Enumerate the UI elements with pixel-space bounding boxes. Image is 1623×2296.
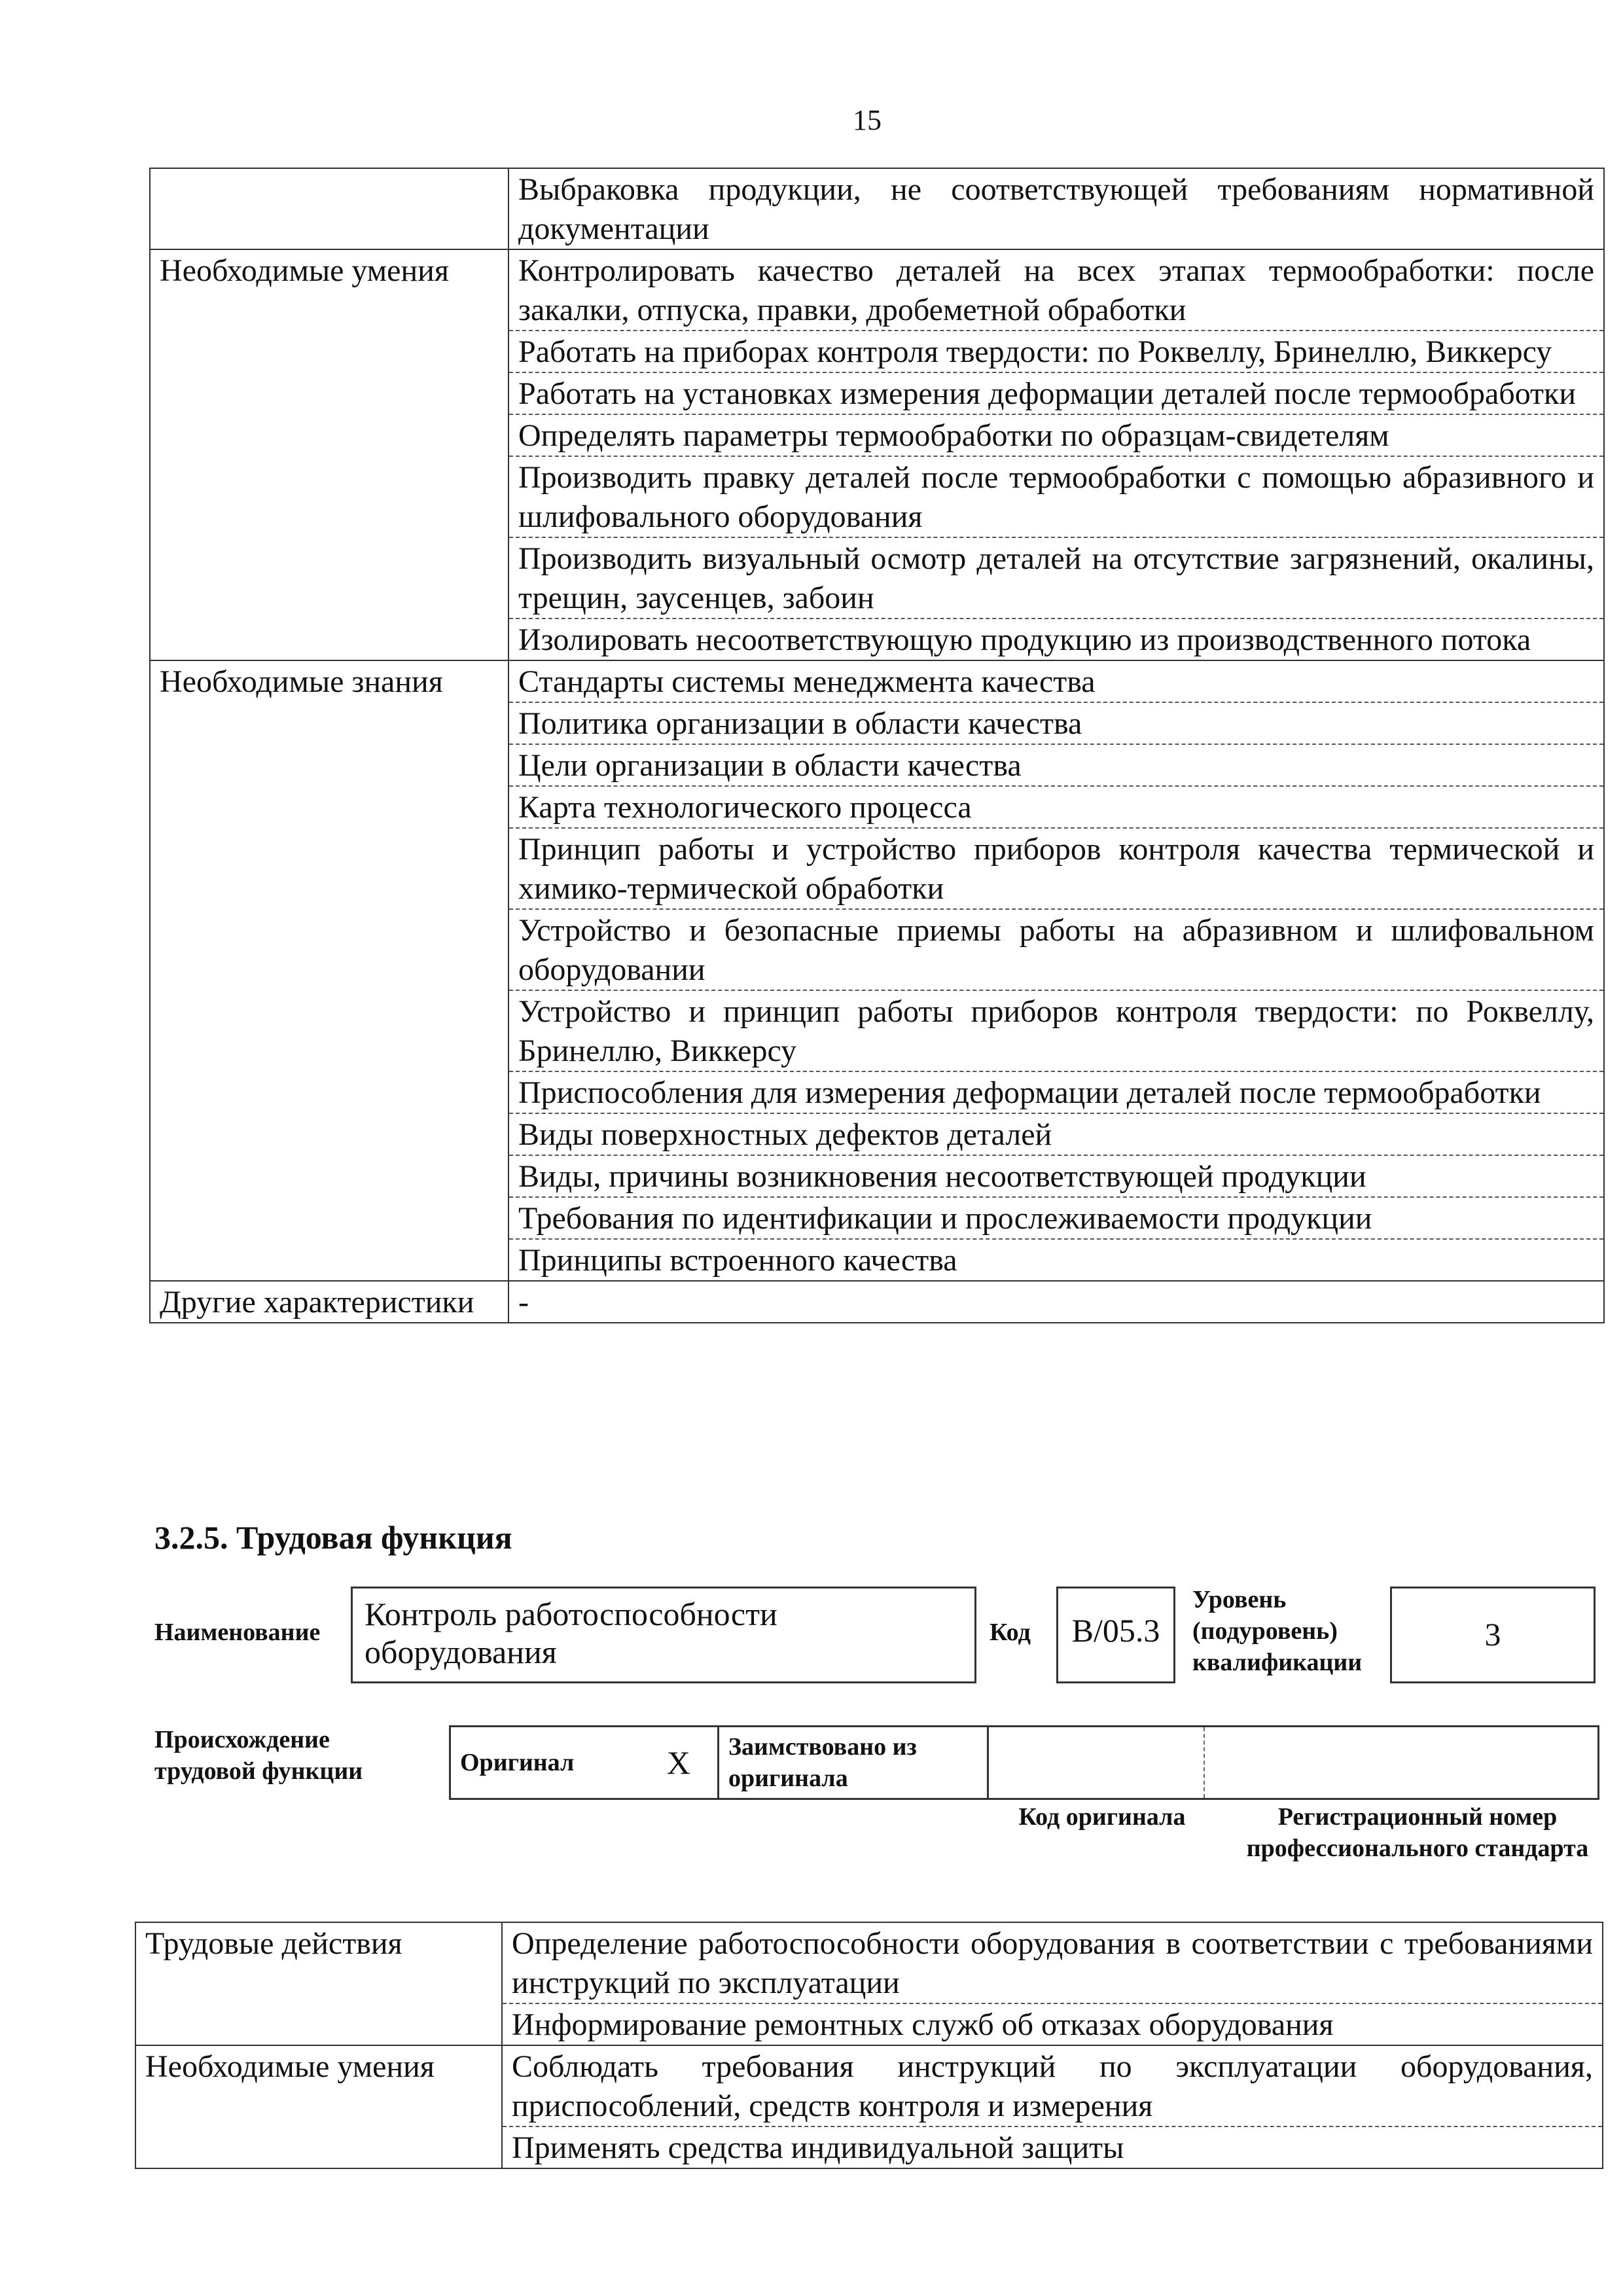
row-item: Стандарты системы менеджмента качества	[508, 660, 1604, 702]
original-code-cell	[988, 1727, 1204, 1799]
name-label: Наименование	[154, 1619, 321, 1646]
section-heading: 3.2.5. Трудовая функция	[154, 1519, 512, 1556]
original-code-caption: Код оригинала	[1018, 1803, 1186, 1831]
table-row	[150, 168, 1604, 249]
row-item: Информирование ремонтных служб об отказах оборудования	[502, 2003, 1603, 2045]
row-label: Другие характеристики	[150, 1281, 508, 1323]
row-item: Определять параметры термообработки по образцам-свидетелям	[508, 414, 1604, 456]
row-item: Соблюдать требования инструкций по эксплуатации оборудования, приспособлений, средств контроля и измерения	[502, 2045, 1603, 2126]
row-label: Необходимые умения	[135, 2045, 502, 2168]
row-item: Производить правку деталей после термообработки с помощью абразивного и шлифовального оборудования	[508, 456, 1604, 537]
borrowed-label: Заимствовано из оригинала	[719, 1727, 988, 1799]
row-item: Карта технологического процесса	[508, 786, 1604, 828]
function-code-box: B/05.3	[1056, 1587, 1175, 1683]
table-row	[150, 249, 1604, 331]
original-mark: X	[640, 1727, 719, 1799]
skills-knowledge-table	[149, 168, 1605, 1323]
labor-actions-table	[135, 1922, 1603, 2169]
row-item: Изолировать несоответствующую продукцию из производственного потока	[508, 619, 1604, 660]
row-label: Необходимые знания	[150, 660, 508, 1281]
qualification-level-box: 3	[1390, 1587, 1596, 1683]
row-item: Виды, причины возникновения несоответствующей продукции	[508, 1155, 1604, 1197]
row-item: Устройство и принцип работы приборов контроля твердости: по Роквеллу, Бринеллю, Виккерсу	[508, 990, 1604, 1071]
row-item: Принципы встроенного качества	[508, 1239, 1604, 1281]
table-2-body	[135, 1922, 1603, 2168]
origin-table	[449, 1725, 1599, 1800]
registration-number-caption: Регистрационный номер профессионального стандарта	[1246, 1803, 1589, 1862]
row-item: -	[508, 1281, 1604, 1323]
row-label: Трудовые действия	[135, 1922, 502, 2045]
original-label: Оригинал	[450, 1727, 640, 1799]
row-label: Необходимые умения	[150, 249, 508, 660]
row-item: Требования по идентификации и прослеживаемости продукции	[508, 1197, 1604, 1239]
table-1-body	[150, 168, 1604, 1323]
row-item: Определение работоспособности оборудования в соответствии с требованиями инструкций по эксплуатации	[502, 1922, 1603, 2003]
page-number: 15	[853, 104, 882, 136]
row-item: Работать на приборах контроля твердости: по Роквеллу, Бринеллю, Виккерсу	[508, 331, 1604, 372]
row-item: Контролировать качество деталей на всех этапах термообработки: после закалки, отпуска, правки, дробеметной обработки	[508, 249, 1604, 331]
table-row	[135, 2045, 1603, 2126]
origin-label: Происхождение трудовой функции	[154, 1726, 363, 1785]
code-label: Код	[990, 1619, 1031, 1646]
table-row	[150, 1281, 1604, 1323]
row-item: Производить визуальный осмотр деталей на отсутствие загрязнений, окалины, трещин, заусенцев, забоин	[508, 537, 1604, 619]
row-item: Выбраковка продукции, не соответствующей требованиям нормативной документации	[508, 168, 1604, 249]
registration-number-cell	[1204, 1727, 1599, 1799]
row-item: Устройство и безопасные приемы работы на абразивном и шлифовальном оборудовании	[508, 909, 1604, 990]
row-item: Применять средства индивидуальной защиты	[502, 2126, 1603, 2168]
table-row	[150, 660, 1604, 702]
function-name-box: Контроль работоспособности оборудования	[351, 1587, 976, 1683]
table-row	[135, 1922, 1603, 2003]
row-label	[150, 168, 508, 249]
row-item: Цели организации в области качества	[508, 744, 1604, 786]
row-item: Виды поверхностных дефектов деталей	[508, 1113, 1604, 1155]
row-item: Работать на установках измерения деформации деталей после термообработки	[508, 372, 1604, 414]
row-item: Политика организации в области качества	[508, 702, 1604, 744]
qualification-level-label: Уровень (подуровень) квалификации	[1192, 1586, 1363, 1676]
row-item: Принцип работы и устройство приборов контроля качества термической и химико-термической обработки	[508, 828, 1604, 909]
row-item: Приспособления для измерения деформации деталей после термообработки	[508, 1071, 1604, 1113]
